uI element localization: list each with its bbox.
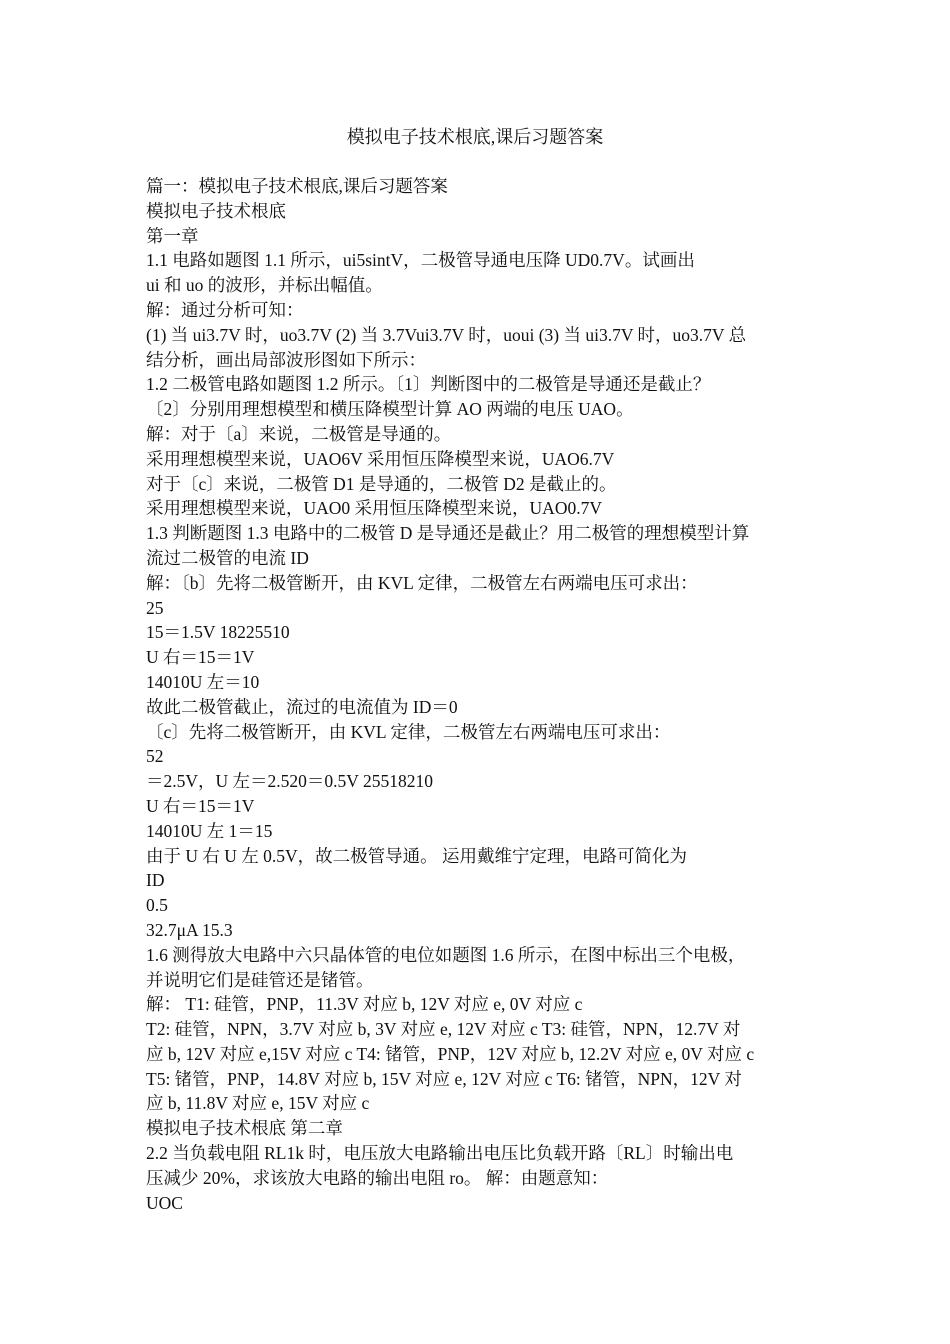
text-line: 14010U 左＝10 xyxy=(146,671,260,692)
text-line: 结分析，画出局部波形图如下所示： xyxy=(146,349,426,370)
text-line: 应 b, 11.8V 对应 e, 15V 对应 c xyxy=(146,1093,370,1114)
text-line: 故此二极管截止，流过的电流值为 ID＝0 xyxy=(146,696,458,717)
text-line: 14010U 左 1＝15 xyxy=(146,820,273,841)
text-line: ID xyxy=(146,870,165,891)
text-line: 〔2〕分别用理想模型和横压降模型计算 AO 两端的电压 UAO。 xyxy=(146,399,634,420)
text-line: 32.7μA 15.3 xyxy=(146,919,233,940)
text-line: 模拟电子技术根底 xyxy=(146,200,286,221)
text-line: 2.2 当负载电阻 RL1k 时，电压放大电路输出电压比负载开路〔RL〕时输出电 xyxy=(146,1143,734,1164)
text-line: 解：对于〔a〕来说，二极管是导通的。 xyxy=(146,423,452,444)
text-line: 解：〔b〕先将二极管断开，由 KVL 定律，二极管左右两端电压可求出： xyxy=(146,572,698,593)
text-line: 1.1 电路如题图 1.1 所示，ui5sintV，二极管导通电压降 UD0.7V。试画出 xyxy=(146,250,695,271)
text-line: 解：通过分析可知： xyxy=(146,299,304,320)
text-line: 25 xyxy=(146,597,164,618)
text-line: 解： T1: 硅管，PNP，11.3V 对应 b, 12V 对应 e, 0V 对应 c xyxy=(146,994,583,1015)
text-line: 〔c〕先将二极管断开，由 KVL 定律，二极管左右两端电压可求出： xyxy=(146,721,671,742)
text-line: (1) 当 ui3.7V 时，uo3.7V (2) 当 3.7Vui3.7V 时，uoui (3) 当 ui3.7V 时，uo3.7V 总 xyxy=(146,324,747,345)
text-line: 对于〔c〕来说，二极管 D1 是导通的，二极管 D2 是截止的。 xyxy=(146,473,617,494)
text-line: 应 b, 12V 对应 e,15V 对应 c T4: 锗管，PNP，12V 对应 b, 12.2V 对应 e, 0V 对应 c xyxy=(146,1043,755,1064)
text-line: 1.6 测得放大电路中六只晶体管的电位如题图 1.6 所示，在图中标出三个电极， xyxy=(146,944,746,965)
text-line: UOC xyxy=(146,1192,183,1213)
text-line: 由于 U 右 U 左 0.5V，故二极管导通。 运用戴维宁定理，电路可简化为 xyxy=(146,845,688,866)
text-line: 流过二极管的电流 ID xyxy=(146,547,309,568)
text-line: 压减少 20%，求该放大电路的输出电阻 ro。 解：由题意知： xyxy=(146,1167,609,1188)
text-line: ＝2.5V，U 左＝2.520＝0.5V 25518210 xyxy=(146,771,433,792)
document-body xyxy=(146,174,806,1215)
text-line: U 右＝15＝1V xyxy=(146,647,255,668)
text-line: 1.2 二极管电路如题图 1.2 所示。〔1〕判断图中的二极管是导通还是截止？ xyxy=(146,374,711,395)
text-line: T2: 硅管，NPN，3.7V 对应 b, 3V 对应 e, 12V 对应 c T3: 硅管，NPN，12.7V 对 xyxy=(146,1019,741,1040)
text-line: ui 和 uo 的波形，并标出幅值。 xyxy=(146,275,383,296)
text-line: 0.5 xyxy=(146,895,168,916)
text-line: 采用理想模型来说，UAO0 采用恒压降模型来说，UAO0.7V xyxy=(146,498,602,519)
text-line: 并说明它们是硅管还是锗管。 xyxy=(146,969,374,990)
text-line: T5: 锗管，PNP，14.8V 对应 b, 15V 对应 e, 12V 对应 c T6: 锗管，NPN，12V 对 xyxy=(146,1068,742,1089)
text-line: 52 xyxy=(146,746,164,767)
text-line: 1.3 判断题图 1.3 电路中的二极管 D 是导通还是截止？用二极管的理想模型计算 xyxy=(146,523,750,544)
text-line: 15＝1.5V 18225510 xyxy=(146,622,290,643)
text-line: 篇一：模拟电子技术根底,课后习题答案 xyxy=(146,176,448,196)
text-line: 第一章 xyxy=(146,225,199,246)
text-line: 采用理想模型来说，UAO6V 采用恒压降模型来说，UAO6.7V xyxy=(146,448,615,469)
document-title: 模拟电子技术根底,课后习题答案 xyxy=(346,127,604,147)
text-line: 模拟电子技术根底 第二章 xyxy=(146,1118,343,1139)
text-line: U 右＝15＝1V xyxy=(146,795,255,816)
